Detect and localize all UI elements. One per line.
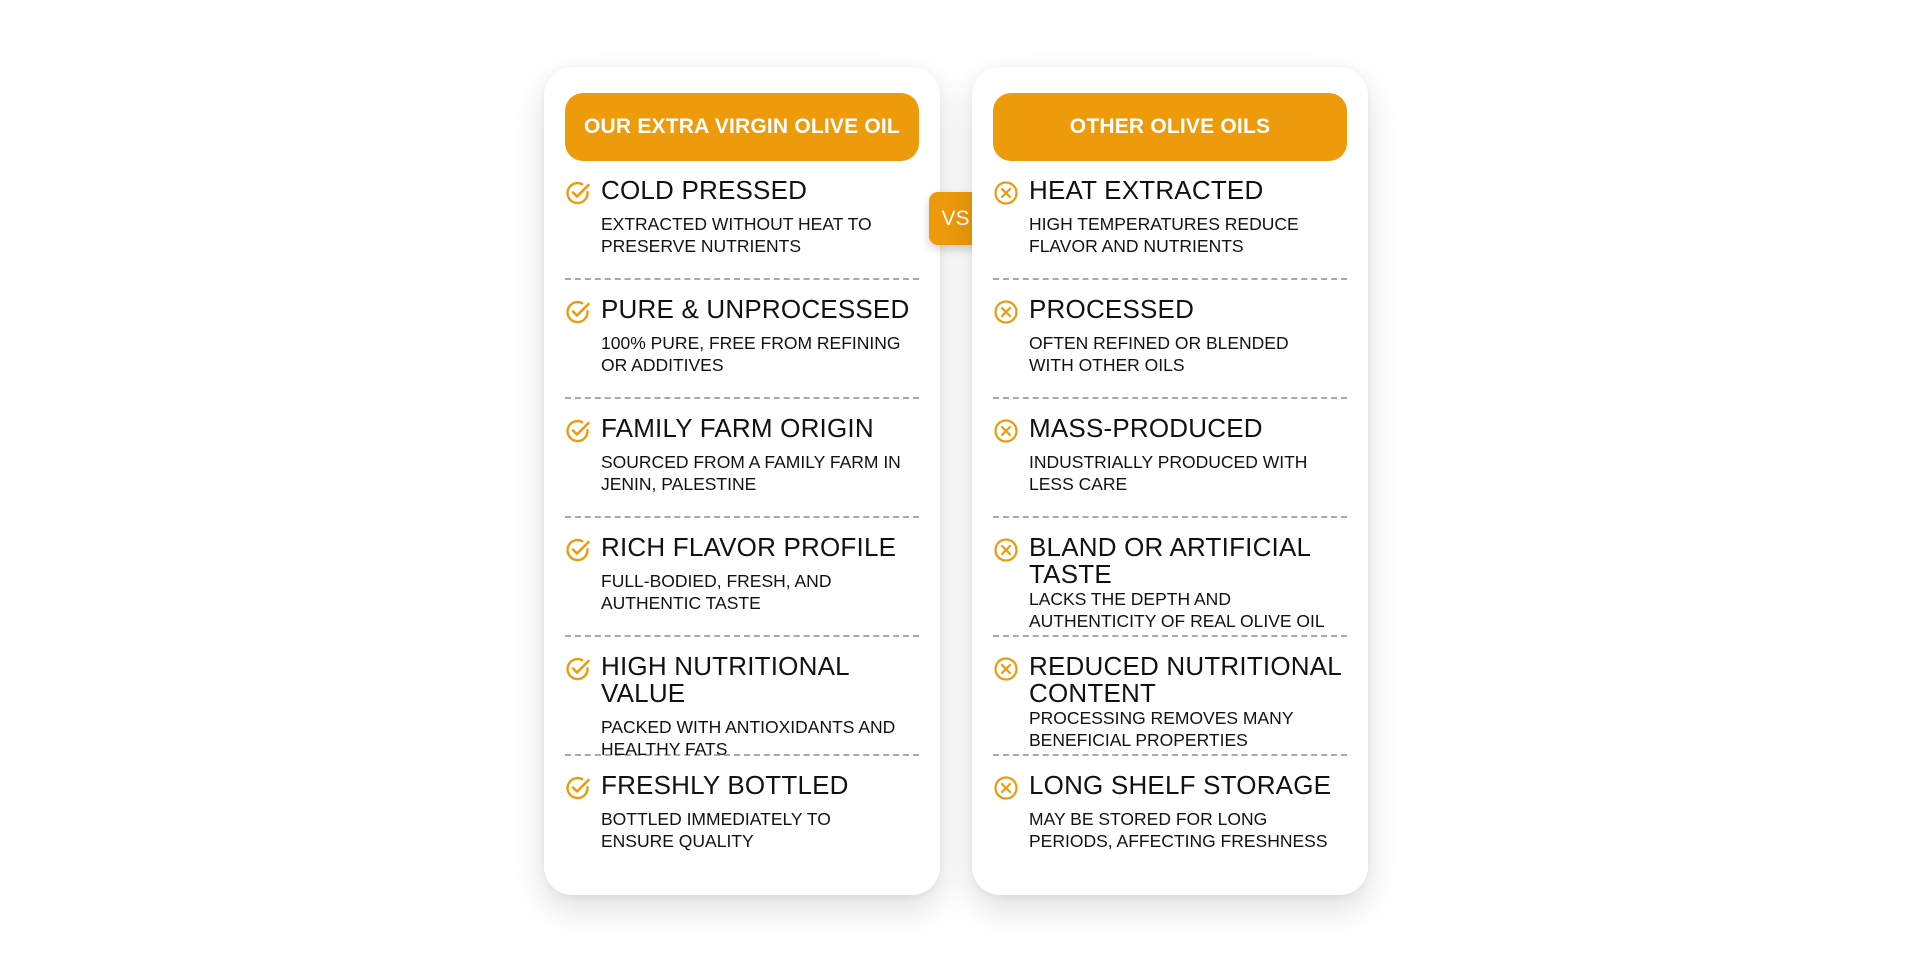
item-description: OFTEN REFINED OR BLENDED WITH OTHER OILS <box>1029 333 1289 375</box>
x-circle-icon <box>993 656 1019 682</box>
item-title: FRESHLY BOTTLED <box>601 770 849 800</box>
list-item <box>993 161 1347 280</box>
check-circle-icon <box>565 775 591 801</box>
item-title: LONG SHELF STORAGE <box>1029 770 1332 800</box>
x-circle-icon <box>993 537 1019 563</box>
check-circle-icon <box>565 537 591 563</box>
item-title: HIGH NUTRITIONAL VALUE <box>601 651 849 708</box>
list-item <box>565 399 919 518</box>
item-description: PROCESSING REMOVES MANY BENEFICIAL PROPERTIES <box>1029 708 1294 750</box>
item-description: LACKS THE DEPTH AND AUTHENTICITY OF REAL OLIVE OIL <box>1029 589 1325 631</box>
list-item <box>565 637 919 759</box>
item-title: HEAT EXTRACTED <box>1029 175 1264 205</box>
item-title: REDUCED NUTRITIONAL CONTENT <box>1029 651 1341 708</box>
item-description: PACKED WITH ANTIOXIDANTS AND HEALTHY FATS <box>601 717 896 759</box>
list-item <box>565 280 919 399</box>
list-item <box>565 518 919 637</box>
our-oil-header: OUR EXTRA VIRGIN OLIVE OIL <box>565 93 919 161</box>
check-circle-icon <box>565 656 591 682</box>
item-description: BOTTLED IMMEDIATELY TO ENSURE QUALITY <box>601 809 831 851</box>
list-item <box>993 637 1347 756</box>
item-description: SOURCED FROM A FAMILY FARM IN JENIN, PALESTINE <box>601 452 901 494</box>
item-description: 100% PURE, FREE FROM REFINING OR ADDITIVES <box>601 333 901 375</box>
list-item <box>993 280 1347 399</box>
item-title: PROCESSED <box>1029 294 1195 324</box>
item-description: MAY BE STORED FOR LONG PERIODS, AFFECTING FRESHNESS <box>1029 809 1328 851</box>
item-title: MASS-PRODUCED <box>1029 413 1263 443</box>
x-circle-icon <box>993 418 1019 444</box>
item-description: FULL-BODIED, FRESH, AND AUTHENTIC TASTE <box>601 571 832 613</box>
our-oil-list <box>565 161 919 875</box>
other-oils-header: OTHER OLIVE OILS <box>993 93 1347 161</box>
item-title: RICH FLAVOR PROFILE <box>601 532 897 562</box>
list-item <box>565 756 919 875</box>
other-oils-card <box>972 67 1368 895</box>
list-item <box>993 399 1347 518</box>
item-title: FAMILY FARM ORIGIN <box>601 413 874 443</box>
check-circle-icon <box>565 180 591 206</box>
list-item <box>565 161 919 280</box>
x-circle-icon <box>993 180 1019 206</box>
x-circle-icon <box>993 299 1019 325</box>
item-description: INDUSTRIALLY PRODUCED WITH LESS CARE <box>1029 452 1308 494</box>
check-circle-icon <box>565 418 591 444</box>
item-title: COLD PRESSED <box>601 175 808 205</box>
check-circle-icon <box>565 299 591 325</box>
list-item <box>993 756 1347 875</box>
other-oils-list <box>993 161 1347 875</box>
item-description: EXTRACTED WITHOUT HEAT TO PRESERVE NUTRIENTS <box>601 214 872 256</box>
vs-badge: VS <box>929 192 982 245</box>
list-item <box>993 518 1347 637</box>
our-oil-card <box>544 67 940 895</box>
x-circle-icon <box>993 775 1019 801</box>
item-title: PURE & UNPROCESSED <box>601 294 910 324</box>
item-title: BLAND OR ARTIFICIAL TASTE <box>1029 532 1311 589</box>
item-description: HIGH TEMPERATURES REDUCE FLAVOR AND NUTRIENTS <box>1029 214 1299 256</box>
